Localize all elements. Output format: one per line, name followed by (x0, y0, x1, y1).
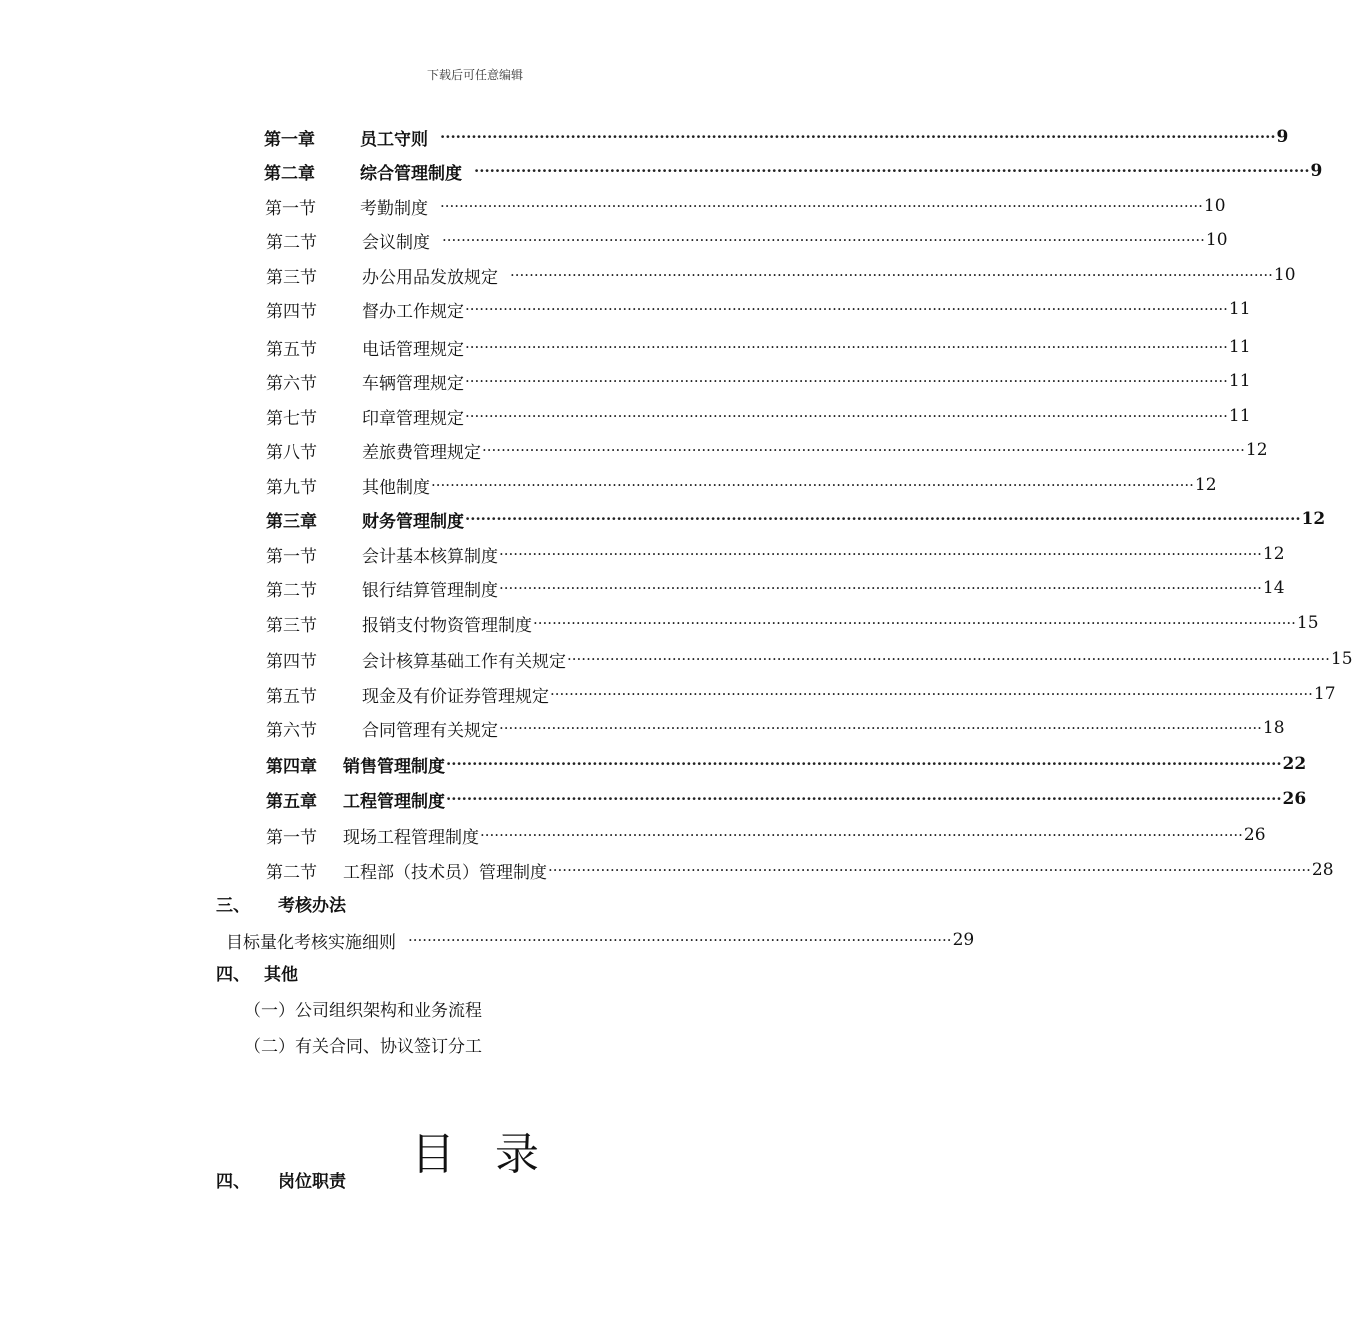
toc-entry-title: 现场工程管理制度 (343, 827, 479, 848)
toc-entry-number: 第八节 (266, 442, 317, 463)
toc-leader-dots: ································································································································································ (533, 614, 1296, 632)
toc-entry-number: 第一节 (265, 198, 316, 219)
toc-entry-number: 第一章 (264, 129, 315, 150)
toc-entry-number: 第一节 (266, 827, 317, 848)
toc-leader-dots: ································································································································································ (431, 476, 1194, 494)
toc-leader-dots: ································································································································································ (446, 790, 1282, 808)
toc-entry-title: 办公用品发放规定 (362, 267, 498, 288)
toc-page-number: 22 (1282, 754, 1307, 774)
toc-page-number: 10 (1205, 230, 1228, 250)
toc-leader-dots: ································································································································································ (499, 545, 1262, 563)
toc-entry[interactable] (266, 786, 1307, 812)
toc-entry[interactable] (266, 437, 1268, 463)
toc-entry-number: 第二节 (266, 232, 317, 253)
toc-entry[interactable] (266, 368, 1251, 394)
toc-page-number: 9 (1310, 161, 1323, 181)
toc-entry-title: 会计核算基础工作有关规定 (362, 651, 566, 672)
toc-page-number: 15 (1296, 613, 1319, 633)
toc-entry-title: 电话管理规定 (362, 339, 464, 360)
section-four-title: 其他 (264, 965, 298, 985)
toc-leader-dots: ································································································································································ (465, 372, 1228, 390)
toc-entry-number: 第三节 (266, 615, 317, 636)
toc-entry-number: 第九节 (266, 477, 317, 498)
toc-entry-number: 第四章 (266, 756, 317, 777)
toc-page-number: 29 (952, 930, 975, 950)
toc-entry[interactable] (266, 541, 1285, 567)
toc-entry-number: 第七节 (266, 408, 317, 429)
toc-entry-number: 第一节 (266, 546, 317, 567)
toc-entry[interactable] (266, 227, 1228, 253)
toc-leader-dots: ································································································································································ (548, 861, 1311, 879)
toc-leader-dots: ·················································································································· (408, 931, 952, 949)
toc-entry[interactable] (266, 681, 1336, 707)
toc-entry-title: 目标量化考核实施细则 (226, 932, 396, 953)
toc-entry-title: 印章管理规定 (362, 408, 464, 429)
toc-entry-title: 现金及有价证券管理规定 (362, 686, 549, 707)
toc-entry[interactable] (266, 403, 1251, 429)
toc-page-number: 12 (1194, 475, 1217, 495)
toc-entry-title: 报销支付物资管理制度 (362, 615, 532, 636)
toc-entry-number: 第五节 (266, 686, 317, 707)
toc-entry[interactable] (266, 575, 1285, 601)
toc-page-number: 14 (1262, 578, 1285, 598)
toc-entry-title: 其他制度 (362, 477, 430, 498)
toc-entry[interactable] (266, 822, 1266, 848)
other-item-2[interactable]: （二）有关合同、协议签订分工 (244, 1037, 482, 1057)
toc-leader-dots: ································································································································································ (499, 719, 1262, 737)
toc-entry[interactable] (264, 158, 1323, 184)
toc-entry-title: 工程部（技术员）管理制度 (343, 862, 547, 883)
toc-page-number: 10 (1273, 265, 1296, 285)
toc-page-number: 28 (1311, 860, 1334, 880)
toc-entry-number: 第三节 (266, 267, 317, 288)
toc-page-number: 10 (1203, 196, 1226, 216)
toc-entry[interactable] (266, 646, 1353, 672)
toc-page-number: 12 (1245, 440, 1268, 460)
toc-entry-title: 车辆管理规定 (362, 373, 464, 394)
toc-page-number: 12 (1301, 509, 1326, 529)
toc-entry-title: 会议制度 (362, 232, 430, 253)
toc-entry[interactable] (266, 715, 1285, 741)
toc-page-number: 17 (1313, 684, 1336, 704)
toc-entry-number: 第五节 (266, 339, 317, 360)
toc-entry[interactable] (266, 857, 1334, 883)
toc-entry-title: 综合管理制度 (360, 163, 462, 184)
toc-entry-title: 合同管理有关规定 (362, 720, 498, 741)
toc-entry[interactable] (264, 124, 1289, 150)
toc-entry-number: 第四节 (266, 651, 317, 672)
toc-leader-dots: ································································································································································ (474, 162, 1310, 180)
toc-leader-dots: ································································································································································ (465, 300, 1228, 318)
toc-entry-title: 会计基本核算制度 (362, 546, 498, 567)
section-three-title: 考核办法 (278, 896, 346, 916)
section-four-number: 四、 (216, 965, 250, 985)
other-item-1[interactable]: （一）公司组织架构和业务流程 (244, 1001, 482, 1021)
toc-leader-dots: ································································································································································ (567, 650, 1330, 668)
toc-entry[interactable] (266, 472, 1217, 498)
toc-page-number: 26 (1243, 825, 1266, 845)
toc-leader-dots: ································································································································································ (440, 197, 1203, 215)
toc-entry[interactable] (266, 506, 1326, 532)
toc-leader-dots: ································································································································································ (480, 826, 1243, 844)
toc-entry-title: 差旅费管理规定 (362, 442, 481, 463)
section-four-b-title: 岗位职责 (278, 1172, 346, 1192)
toc-entry-title: 银行结算管理制度 (362, 580, 498, 601)
toc-entry-number: 第四节 (266, 301, 317, 322)
toc-page-number: 12 (1262, 544, 1285, 564)
toc-leader-dots: ································································································································································ (510, 266, 1273, 284)
toc-entry[interactable] (266, 751, 1307, 777)
section-four-b-number: 四、 (216, 1172, 250, 1192)
toc-leader-dots: ································································································································································ (499, 579, 1262, 597)
toc-entry-title: 财务管理制度 (362, 511, 464, 532)
toc-page-number: 11 (1228, 299, 1251, 319)
toc-leader-dots: ································································································································································ (465, 407, 1228, 425)
toc-entry-number: 第六节 (266, 720, 317, 741)
toc-leader-dots: ································································································································································ (465, 510, 1301, 528)
toc-page-number: 26 (1282, 789, 1307, 809)
toc-leader-dots: ································································································································································ (446, 755, 1282, 773)
toc-leader-dots: ································································································································································ (482, 441, 1245, 459)
section-three-number: 三、 (216, 896, 250, 916)
toc-entry[interactable] (266, 296, 1251, 322)
toc-entry-assessment[interactable] (226, 927, 975, 953)
toc-page-number: 18 (1262, 718, 1285, 738)
toc-entry-title: 员工守则 (360, 129, 428, 150)
toc-page-number: 9 (1276, 127, 1289, 147)
toc-entry[interactable] (266, 610, 1319, 636)
toc-entry-number: 第二节 (266, 862, 317, 883)
toc-entry-title: 督办工作规定 (362, 301, 464, 322)
toc-leader-dots: ································································································································································ (550, 685, 1313, 703)
toc-leader-dots: ································································································································································ (465, 338, 1228, 356)
toc-leader-dots: ································································································································································ (442, 231, 1205, 249)
toc-page-number: 11 (1228, 406, 1251, 426)
toc-entry-title: 销售管理制度 (343, 756, 445, 777)
page-header: 下载后可任意编辑 (426, 68, 523, 82)
toc-entry-number: 第二章 (264, 163, 315, 184)
toc-entry[interactable] (266, 262, 1296, 288)
big-title-catalog: 目录 (411, 1129, 579, 1180)
toc-entry-number: 第五章 (266, 791, 317, 812)
toc-entry[interactable] (265, 193, 1226, 219)
toc-entry[interactable] (266, 334, 1251, 360)
toc-page-number: 11 (1228, 337, 1251, 357)
toc-leader-dots: ································································································································································ (440, 128, 1276, 146)
toc-entry-number: 第二节 (266, 580, 317, 601)
toc-page-number: 15 (1330, 649, 1353, 669)
toc-page-number: 11 (1228, 371, 1251, 391)
toc-entry-number: 第三章 (266, 511, 317, 532)
toc-entry-title: 工程管理制度 (343, 791, 445, 812)
toc-entry-number: 第六节 (266, 373, 317, 394)
toc-entry-title: 考勤制度 (360, 198, 428, 219)
